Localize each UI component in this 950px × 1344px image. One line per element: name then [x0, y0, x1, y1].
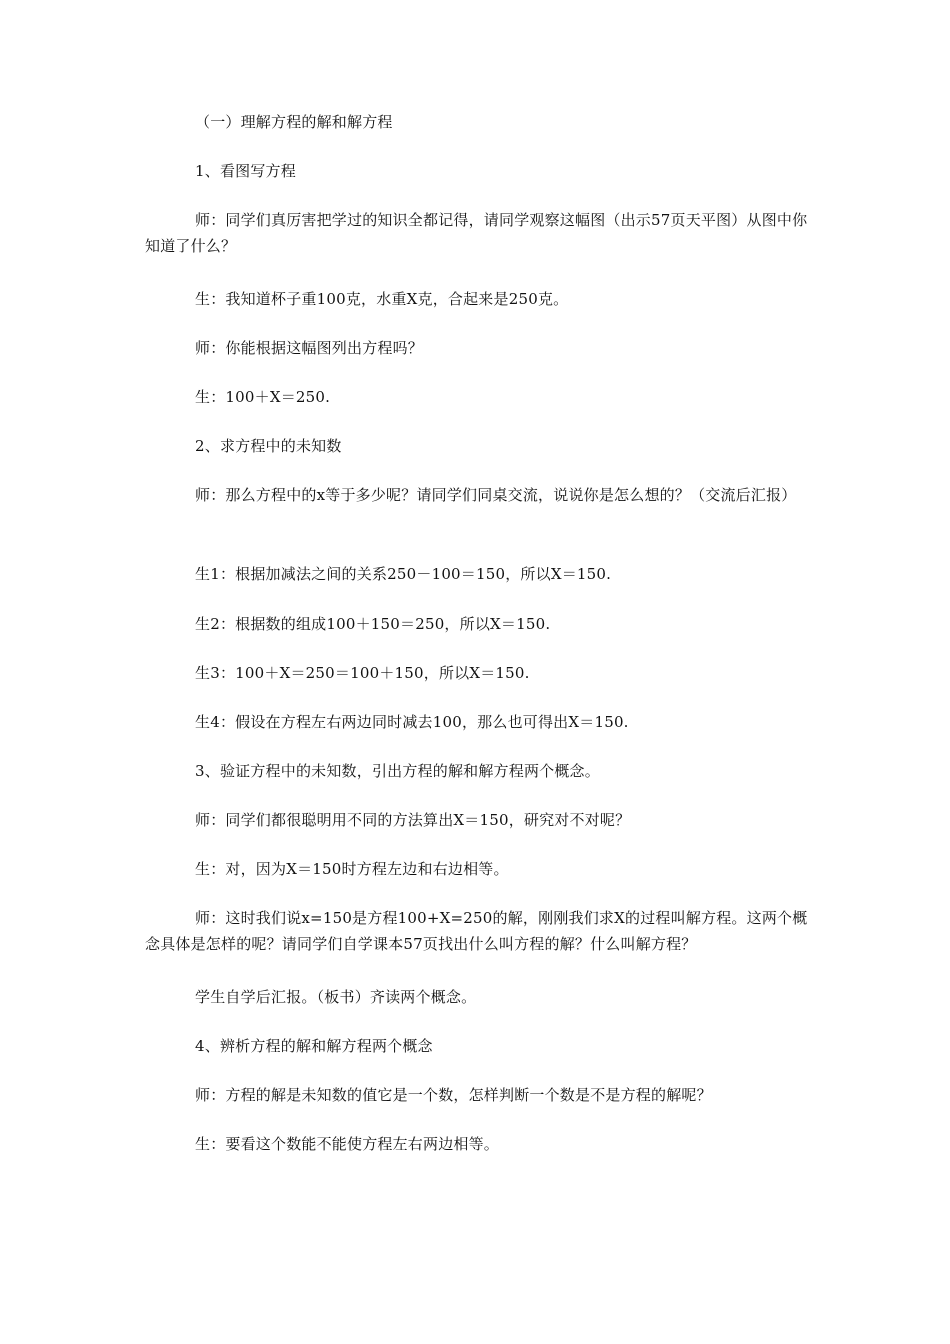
- paragraph-student-s3: 生3：100＋X＝250＝100＋150，所以X＝150.: [195, 664, 530, 682]
- paragraph-teacher-5: 师：这时我们说x=150是方程100+X=250的解，刚刚我们求X的过程叫解方程。这两个概念具体是怎样的呢？请同学们自学课本57页找出什么叫方程的解？什么叫解方程？: [145, 909, 808, 953]
- section-heading: （一）理解方程的解和解方程: [195, 113, 393, 131]
- paragraph-teacher-4: 师：同学们都很聪明用不同的方法算出X＝150，研究对不对呢？: [195, 811, 631, 829]
- paragraph-student-s4: 生4：假设在方程左右两边同时减去100，那么也可得出X＝150.: [195, 713, 629, 731]
- paragraph-students-report: 学生自学后汇报。（板书）齐读两个概念。: [195, 988, 477, 1006]
- subsection-heading-1: 1、看图写方程: [195, 162, 296, 180]
- subsection-heading-2: 2、求方程中的未知数: [195, 437, 342, 455]
- paragraph-teacher-1: 师：同学们真厉害把学过的知识全都记得，请同学观察这幅图（出示57页天平图）从图中你知道了什么？: [145, 211, 808, 255]
- paragraph-student-2: 生：100＋X＝250.: [195, 388, 331, 406]
- subsection-heading-4: 4、辨析方程的解和解方程两个概念: [195, 1037, 433, 1055]
- paragraph-student-3: 生：对，因为X＝150时方程左边和右边相等。: [195, 860, 509, 878]
- paragraph-student-s1: 生1：根据加减法之间的关系250－100＝150，所以X＝150.: [195, 565, 612, 583]
- paragraph-student-4: 生：要看这个数能不能使方程左右两边相等。: [195, 1135, 500, 1153]
- paragraph-student-1: 生：我知道杯子重100克，水重X克，合起来是250克。: [195, 290, 569, 308]
- paragraph-teacher-6: 师：方程的解是未知数的值它是一个数，怎样判断一个数是不是方程的解呢？: [195, 1086, 712, 1104]
- subsection-heading-3: 3、验证方程中的未知数，引出方程的解和解方程两个概念。: [195, 762, 600, 780]
- paragraph-student-s2: 生2：根据数的组成100＋150＝250，所以X＝150.: [195, 615, 551, 633]
- paragraph-teacher-2: 师：你能根据这幅图列出方程吗？: [195, 339, 424, 357]
- paragraph-teacher-3: 师：那么方程中的x等于多少呢？请同学们同桌交流，说说你是怎么想的？（交流后汇报）: [195, 486, 797, 504]
